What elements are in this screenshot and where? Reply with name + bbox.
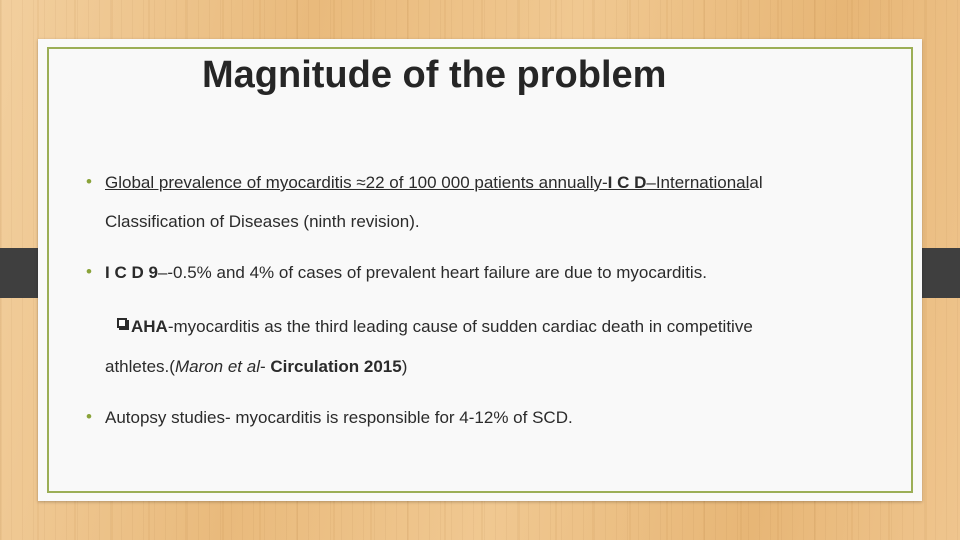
bullet2-icd9: I C D 9 xyxy=(105,263,158,282)
slide-title: Magnitude of the problem xyxy=(202,54,667,96)
bullet2-line xyxy=(105,262,707,284)
bullet3-line1 xyxy=(131,316,753,338)
checkbox-bullet-icon xyxy=(117,318,127,328)
bullet-dot-icon: • xyxy=(86,262,92,281)
bullet1-text: Global prevalence of myocarditis ≈22 of 100 000 patients annually- xyxy=(105,173,608,192)
bullet3-journal: Circulation 2015 xyxy=(270,357,402,376)
bullet3-author: Maron et al xyxy=(174,357,260,376)
bullet3-athletes: athletes.( xyxy=(105,357,175,376)
bullet3-line2 xyxy=(105,356,407,378)
bullet-dot-icon: • xyxy=(86,172,92,191)
bullet1-tail: al xyxy=(749,173,763,192)
bullet2-text: –-0.5% and 4% of cases of prevalent heart failure are due to myocarditis. xyxy=(157,263,707,282)
bullet3-sep: - xyxy=(259,357,271,376)
bullet-dot-icon: • xyxy=(86,407,92,426)
bullet3-aha: AHA xyxy=(131,317,168,336)
bullet3-text: -myocarditis as the third leading cause of sudden cardiac death in competitive xyxy=(167,317,753,336)
bullet1-line1 xyxy=(105,172,763,194)
bullet3-close: ) xyxy=(401,357,408,376)
bullet1-icd: I C D xyxy=(607,173,647,192)
bullet1-line2: Classification of Diseases (ninth revision). xyxy=(105,212,420,231)
bullet4-line: Autopsy studies- myocarditis is responsible for 4-12% of SCD. xyxy=(105,408,573,427)
slide-card xyxy=(38,39,922,501)
bullet1-international: –International xyxy=(646,173,750,192)
